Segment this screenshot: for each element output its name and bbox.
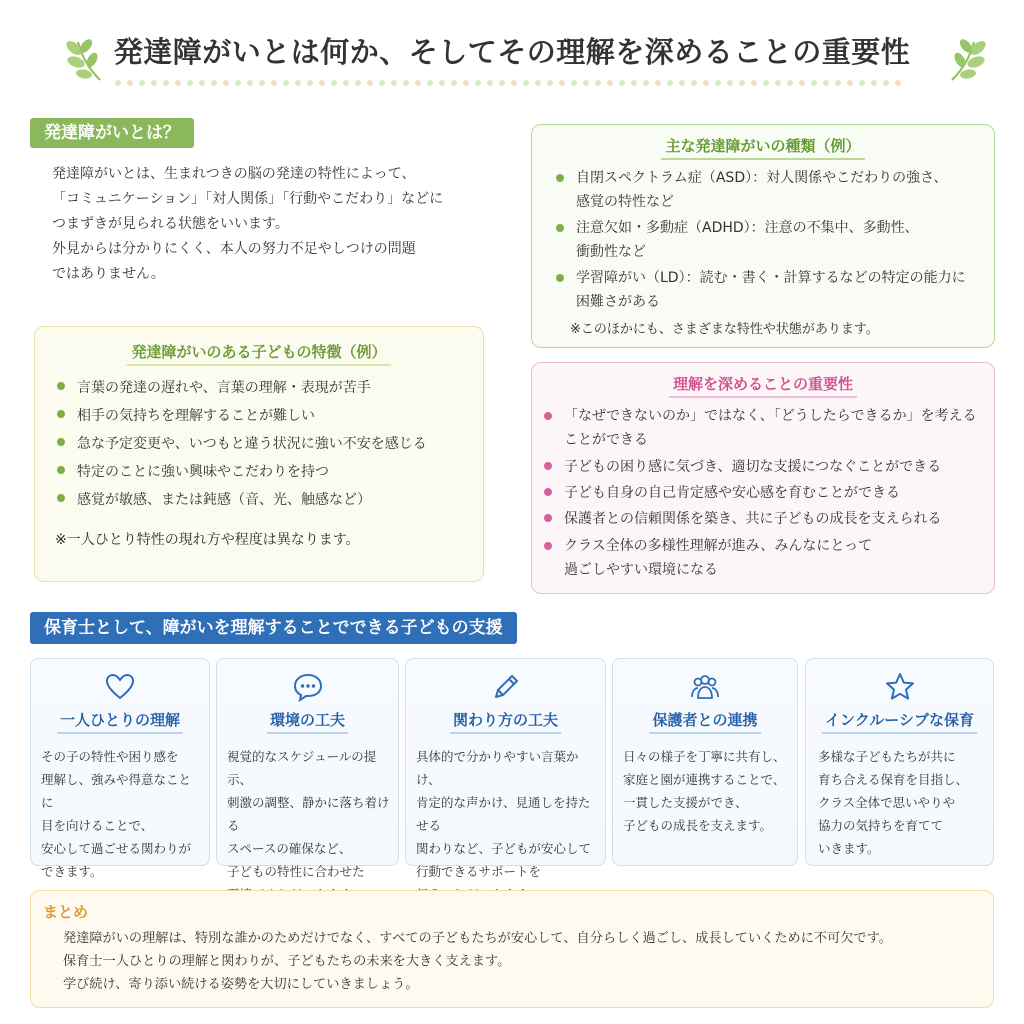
traits-title: 発達障がいのある子どもの特徴（例） — [35, 341, 483, 362]
what-is-line: ではありません。 — [52, 266, 165, 282]
speech-bubble-icon — [292, 671, 324, 703]
list-item: 感覚が敏感、または鈍感（音、光、触感など） — [77, 486, 483, 514]
support-card-body: 多様な子どもたちが共に 育ち合える保育を目指し、 クラス全体で思いやりや 協力の気持ちを育てて いきます。 — [818, 749, 969, 856]
summary-line: 発達障がいの理解は、特別な誰かのためだけでなく、すべての子どもたちが安心して、自分らしく過ごし、成長していくために不可欠です。 — [63, 931, 892, 946]
heart-icon — [104, 671, 136, 703]
types-note: ※このほかにも、さまざまな特性や状態があります。 — [570, 322, 879, 337]
pencil-icon — [490, 671, 522, 703]
list-item: 自閉スペクトラム症（ASD）：対人関係やこだわりの強さ、 感覚の特性など — [576, 166, 994, 214]
support-card-title: 保護者との連携 — [613, 709, 797, 730]
list-item: 保護者との信頼関係を築き、共に子どもの成長を支えられる — [564, 506, 994, 532]
traits-note: ※一人ひとり特性の現れ方や程度は異なります。 — [55, 532, 360, 548]
page-title: 発達障がいとは何か、そしてその理解を深めることの重要性 — [113, 35, 911, 69]
list-item: 特定のことに強い興味やこだわりを持つ — [77, 458, 483, 486]
support-card-parents — [612, 658, 798, 866]
leaf-right-icon — [944, 34, 992, 86]
importance-list — [564, 404, 994, 582]
star-icon — [884, 671, 916, 703]
importance-card — [531, 362, 995, 594]
list-item: 急な予定変更や、いつもと違う状況に強い不安を感じる — [77, 430, 483, 458]
people-icon — [689, 671, 721, 703]
traits-card — [34, 326, 484, 582]
summary-text — [63, 927, 983, 996]
traits-list — [77, 374, 483, 514]
list-item: 子ども自身の自己肯定感や安心感を育むことができる — [564, 480, 994, 506]
support-card-understanding — [30, 658, 210, 879]
support-card-inclusive — [805, 658, 994, 866]
importance-title: 理解を深めることの重要性 — [532, 373, 994, 394]
support-label: 保育士として、障がいを理解することでできる子どもの支援 — [30, 612, 517, 644]
support-card-environment — [216, 658, 399, 879]
list-item: 言葉の発達の遅れや、言葉の理解・表現が苦手 — [77, 374, 483, 402]
support-card-title: 一人ひとりの理解 — [31, 709, 209, 730]
list-item: 学習障がい（LD）：読む・書く・計算するなどの特定の能力に 困難さがある — [576, 266, 994, 314]
list-item: 注意欠如・多動症（ADHD）：注意の不集中、多動性、 衝動性など — [576, 216, 994, 264]
types-title: 主な発達障がいの種類（例） — [532, 135, 994, 156]
list-item: 相手の気持ちを理解することが難しい — [77, 402, 483, 430]
summary-line: 保育士一人ひとりの理解と関わりが、子どもたちの未来を大きく支えます。 — [63, 954, 511, 969]
support-card-title: 環境の工夫 — [217, 709, 398, 730]
support-card-body: その子の特性や困り感を 理解し、強みや得意なことに 目を向けることで、 安心して過ごせる関わりが できます。 — [41, 749, 192, 879]
support-card-title: 関わり方の工夫 — [406, 709, 605, 730]
support-card-body: 日々の様子を丁寧に共有し、 家庭と園が連携することで、 一貫した支援ができ、 子どもの成長を支えます。 — [623, 749, 786, 833]
what-is-line: 外見からは分かりにくく、本人の努力不足やしつけの問題 — [52, 241, 416, 257]
list-item: 「なぜできないのか」ではなく、「どうしたらできるか」を考える ことができる — [564, 404, 994, 452]
what-is-text — [52, 162, 492, 287]
support-card-title: インクルーシブな保育 — [806, 709, 993, 730]
list-item: クラス全体の多様性理解が進み、みんなにとって 過ごしやすい環境になる — [564, 534, 994, 582]
what-is-line: 発達障がいとは、生まれつきの脳の発達の特性によって、 — [52, 166, 416, 182]
support-card-body: 視覚的なスケジュールの提示、 刺激の調整、静かに落ち着ける スペースの確保など、 子どもの特性に合わせた — [227, 749, 390, 879]
types-card — [531, 124, 995, 348]
what-is-line: 「コミュニケーション」「対人関係」「行動やこだわり」などに — [52, 191, 444, 207]
summary-line: 学び続け、寄り添い続ける姿勢を大切にしていきましょう。 — [63, 977, 419, 992]
what-is-label: 発達障がいとは？ — [30, 118, 194, 148]
summary-label: まとめ — [43, 903, 89, 921]
what-is-line: つまずきが見られる状態をいいます。 — [52, 216, 289, 232]
types-list — [576, 166, 994, 314]
support-card-interaction — [405, 658, 606, 879]
support-card-body: 具体的で分かりやすい言葉かけ、 肯定的な声かけ、見通しを持たせる 関わりなど、子どもが安心して 行動できるサポートを — [416, 749, 592, 879]
dotted-divider — [112, 78, 912, 88]
summary-card — [30, 890, 994, 1008]
list-item: 子どもの困り感に気づき、適切な支援につなぐことができる — [564, 454, 994, 480]
